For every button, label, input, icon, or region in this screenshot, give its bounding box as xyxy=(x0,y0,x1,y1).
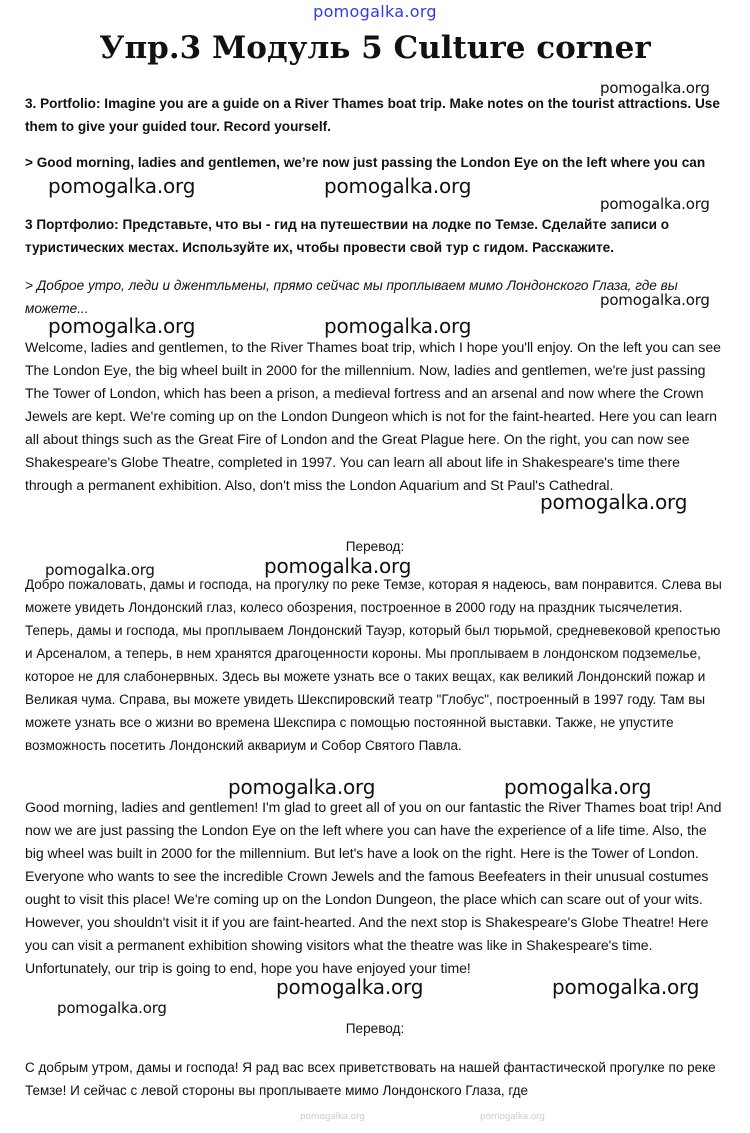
answer1-ru: Добро пожаловать, дамы и господа, на прогулку по реке Темзе, которая я надеюсь, вам понравится. Слева вы можете увидеть Лондонский глаз, колесо обозрения, построенное в 2000 году на праздник тысячелетия. Теперь, дамы и господа, мы проплываем Лондонский Тауэр, который был тюрьмой, средневековой крепостью и Арсеналом, а теперь, в нем хранятся драгоценности короны. Мы проплываем в лондонском подземелье, которое не для слабонервных. Здесь вы можете узнать все о таких вещах, как великий Лондонский пожар и Великая чума. Справа, вы можете увидеть Шекспировский театр "Глобус", построенный в 1997 году. Там вы можете узнать все о жизни во времена Шекспира с помощью постоянной выставки. Также, не упустите возможность посетить Лондонский аквариум и Собор Святого Павла. xyxy=(25,577,722,753)
watermark: pomogalka.org xyxy=(324,314,472,338)
translation-label-1: Перевод: xyxy=(345,539,405,554)
answer1-en: Welcome, ladies and gentlemen, to the River Thames boat trip, which I hope you'll enjoy. On the left you can see The London Eye, the big wheel built in 2000 for the millennium. Now, ladies and gentlemen, we're just passing The Tower of London, which has been a prison, a medieval fortress and an arsenal and now where the Crown Jewels are kept. We're coming up on the London Dungeon which is not for the faint-hearted. Here you can learn all about things such as the Great Fire of London and the Great Plague here. On the right, you can now see Shakespeare's Globe Theatre, completed in 1997. You can learn all about life in Shakespeare's time there through a permanent exhibition. Also, don't miss the London Aquarium and St Paul's Cathedral. xyxy=(25,339,721,493)
task-en-example: > Good morning, ladies and gentlemen, we’re now just passing the London Eye on the left where you can xyxy=(25,155,706,170)
watermark: pomogalka.org xyxy=(600,79,710,97)
watermark: pomogalka.org xyxy=(264,554,412,578)
watermark: pomogalka.org xyxy=(504,775,652,799)
answer2-ru: С добрым утром, дамы и господа! Я рад вас всех приветствовать на нашей фантастической прогулке по реке Темзе! И сейчас с левой стороны вы проплываете мимо Лондонского Глаза, где xyxy=(25,1060,716,1098)
watermark: pomogalka.org xyxy=(600,195,710,213)
task-en: 3. Portfolio: Imagine you are a guide on a River Thames boat trip. Make notes on the tourist attractions. Use them to give your guided tour. Record yourself. xyxy=(25,96,720,134)
page-title: Упр.3 Модуль 5 Culture corner xyxy=(99,30,651,66)
answer2-en: Good morning, ladies and gentlemen! I'm glad to greet all of you on our fantastic the River Thames boat trip! And now we are just passing the London Eye on the left where you can have the experience of a life time. Also, the big wheel was built in 2000 for the millennium. But let's have a look on the right. Here is the Tower of London. Everyone who wants to see the incredible Crown Jewels and the famous Beefeaters in their unusual costumes ought to visit this place! We're coming up on the London Dungeon, the place which can scare out of your wits. However, you shouldn't visit it if you are faint-hearted. And the next stop is Shakespeare's Globe Theatre! Here you can visit a permanent exhibition showing visitors what the theatre was like in Shakespeare's time. Unfortunately, our trip is going to end, hope you have enjoyed your time! xyxy=(25,799,722,976)
task-ru: 3 Портфолио: Представьте, что вы - гид на путешествии на лодке по Темзе. Сделайте записи о туристических местах. Используйте их, чтобы провести свой тур с гидом. Расскажите. xyxy=(25,217,670,255)
watermark: pomogalka.org xyxy=(48,174,196,198)
watermark: pomogalka.org xyxy=(228,775,376,799)
watermark: pomogalka.org xyxy=(600,291,710,309)
watermark: pomogalka.org xyxy=(45,561,155,579)
watermark: pomogalka.org xyxy=(540,490,688,514)
watermark: pomogalka.org xyxy=(552,975,700,999)
watermark: pomogalka.org xyxy=(57,999,167,1017)
watermark: pomogalka.org xyxy=(48,314,196,338)
site-link[interactable]: pomogalka.org xyxy=(313,2,437,21)
watermark: pomogalka.org xyxy=(324,174,472,198)
watermark: pomogalka.org xyxy=(300,1112,365,1122)
watermark: pomogalka.org xyxy=(276,975,424,999)
watermark: pomogalka.org xyxy=(480,1112,545,1122)
task-ru-example: > Доброе утро, леди и джентльмены, прямо сейчас мы проплываем мимо Лондонского Глаза, где вы можете... xyxy=(25,278,678,316)
translation-label-2: Перевод: xyxy=(345,1021,405,1036)
